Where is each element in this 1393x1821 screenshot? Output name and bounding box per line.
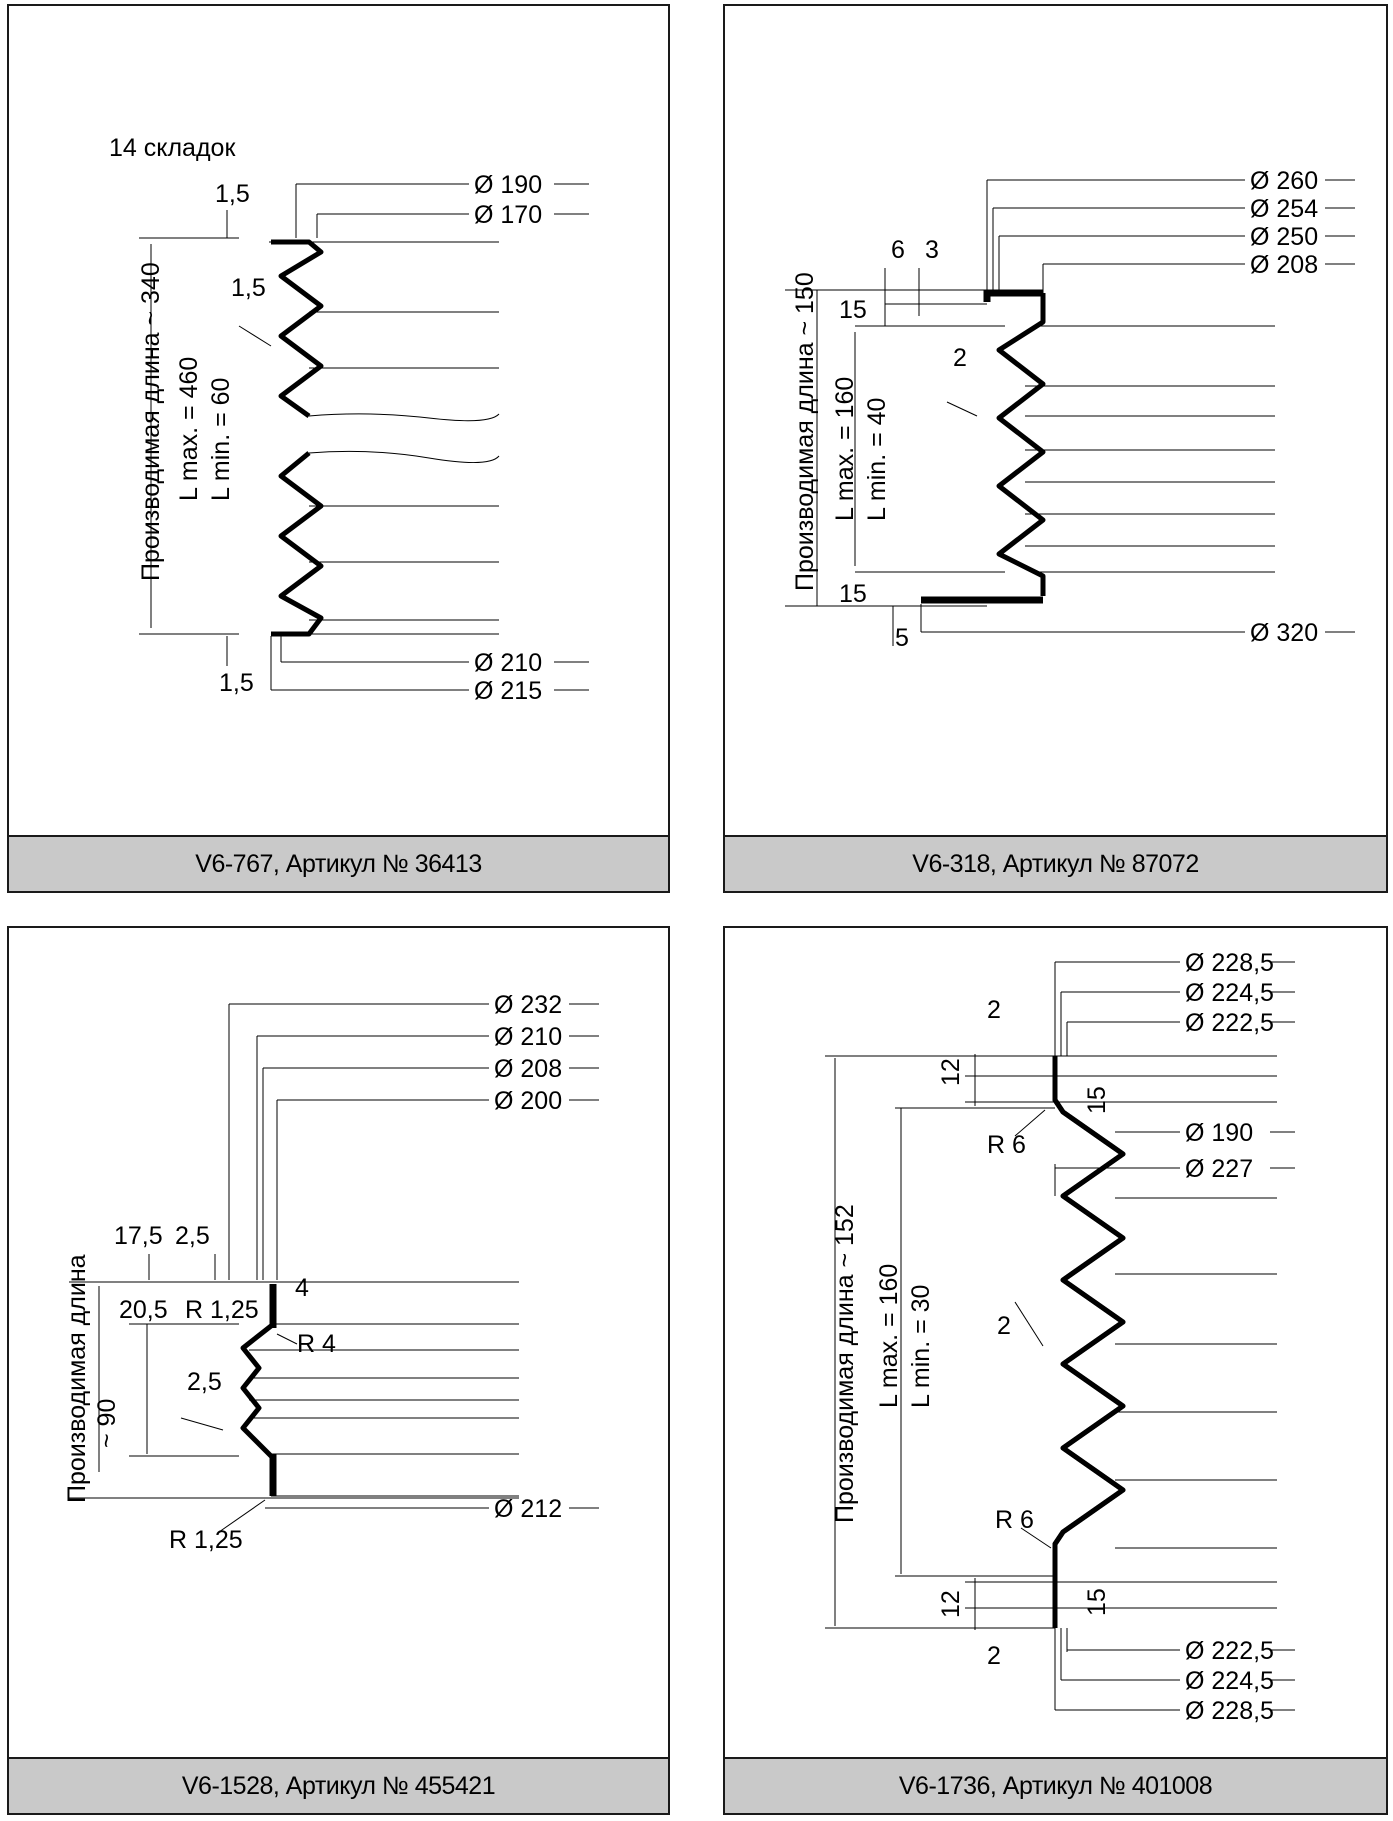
value-20-5: 20,5 <box>119 1296 168 1324</box>
drawing-panel-v6-767 <box>7 4 670 893</box>
caption-v6-1528: V6-1528, Артикул № 455421 <box>9 1757 668 1813</box>
value-5: 5 <box>895 624 909 652</box>
value-12-top: 12 <box>937 1058 965 1086</box>
value-15-top: 15 <box>1083 1086 1111 1114</box>
length-label: Производимая длина ~ 340 <box>137 262 165 581</box>
value-6: 6 <box>891 236 905 264</box>
dim-190: Ø 190 <box>1185 1119 1254 1147</box>
dim-210: Ø 210 <box>494 1023 563 1051</box>
radius-6-top: R 6 <box>987 1131 1026 1159</box>
bellows-drawing-v6-1528 <box>9 928 672 1763</box>
dim-215: Ø 215 <box>474 677 543 705</box>
value-15-top: 15 <box>839 296 867 324</box>
value-3: 3 <box>925 236 939 264</box>
dim-250: Ø 250 <box>1250 223 1319 251</box>
dim-224-5-bottom: Ø 224,5 <box>1185 1667 1274 1695</box>
dim-224-5-top: Ø 224,5 <box>1185 979 1274 1007</box>
caption-v6-318: V6-318, Артикул № 87072 <box>725 835 1386 891</box>
thickness-top: 1,5 <box>215 180 250 208</box>
bellows-drawing-v6-318 <box>725 6 1390 841</box>
radius-1-25-bottom: R 1,25 <box>169 1526 243 1554</box>
drawing-panel-v6-1528 <box>7 926 670 1815</box>
profile-accent <box>1055 1056 1123 1628</box>
value-2-bottom: 2 <box>987 1642 1001 1670</box>
dim-210: Ø 210 <box>474 649 543 677</box>
radius-4: R 4 <box>297 1330 336 1358</box>
dim-170: Ø 170 <box>474 201 543 229</box>
dim-228-5-top: Ø 228,5 <box>1185 949 1274 977</box>
value-15-bottom: 15 <box>839 580 867 608</box>
value-17-5: 17,5 <box>114 1222 163 1250</box>
value-2-mid: 2 <box>997 1312 1011 1340</box>
value-4: 4 <box>295 1274 309 1302</box>
dim-254: Ø 254 <box>1250 195 1319 223</box>
dim-320: Ø 320 <box>1250 619 1319 647</box>
dim-222-5-top: Ø 222,5 <box>1185 1009 1274 1037</box>
drawing-panel-v6-1736 <box>723 926 1388 1815</box>
length-label-line1: Производимая длина <box>63 1254 91 1503</box>
radius-1-25-top: R 1,25 <box>185 1296 259 1324</box>
dim-190: Ø 190 <box>474 171 543 199</box>
lmax-label: L max. = 160 <box>875 1263 903 1408</box>
length-label: Производимая длина ~ 150 <box>791 272 819 591</box>
value-2-top: 2 <box>987 996 1001 1024</box>
dim-260: Ø 260 <box>1250 167 1319 195</box>
radius-6-bottom: R 6 <box>995 1506 1034 1534</box>
dim-208: Ø 208 <box>494 1055 563 1083</box>
caption-v6-1736: V6-1736, Артикул № 401008 <box>725 1757 1386 1813</box>
dim-208: Ø 208 <box>1250 251 1319 279</box>
lmin-label: L min. = 60 <box>207 377 235 501</box>
length-label: Производимая длина ~ 152 <box>831 1204 859 1523</box>
thickness-mid: 1,5 <box>231 274 266 302</box>
folds-label: 14 складок <box>109 134 236 162</box>
dim-228-5-bottom: Ø 228,5 <box>1185 1697 1274 1725</box>
dim-200: Ø 200 <box>494 1087 563 1115</box>
caption-v6-767: V6-767, Артикул № 36413 <box>9 835 668 891</box>
lmin-label: L min. = 30 <box>907 1284 935 1408</box>
dim-232: Ø 232 <box>494 991 563 1019</box>
length-label-line2: ~ 90 <box>93 1398 121 1448</box>
lmax-label: L max. = 160 <box>831 376 859 521</box>
dim-222-5-bottom: Ø 222,5 <box>1185 1637 1274 1665</box>
value-2-5: 2,5 <box>187 1368 222 1396</box>
drawing-panel-v6-318 <box>723 4 1388 893</box>
thickness-bottom: 1,5 <box>219 669 254 697</box>
bellows-drawing-v6-767 <box>9 6 672 841</box>
value-2: 2 <box>953 344 967 372</box>
value-12-bottom: 12 <box>937 1590 965 1618</box>
lmin-label: L min. = 40 <box>863 397 891 521</box>
dim-212: Ø 212 <box>494 1495 563 1523</box>
lmax-label: L max. = 460 <box>175 356 203 501</box>
bellows-drawing-v6-1736 <box>725 928 1390 1763</box>
value-15-bottom: 15 <box>1083 1588 1111 1616</box>
value-2-5-top: 2,5 <box>175 1222 210 1250</box>
dim-227: Ø 227 <box>1185 1155 1254 1183</box>
